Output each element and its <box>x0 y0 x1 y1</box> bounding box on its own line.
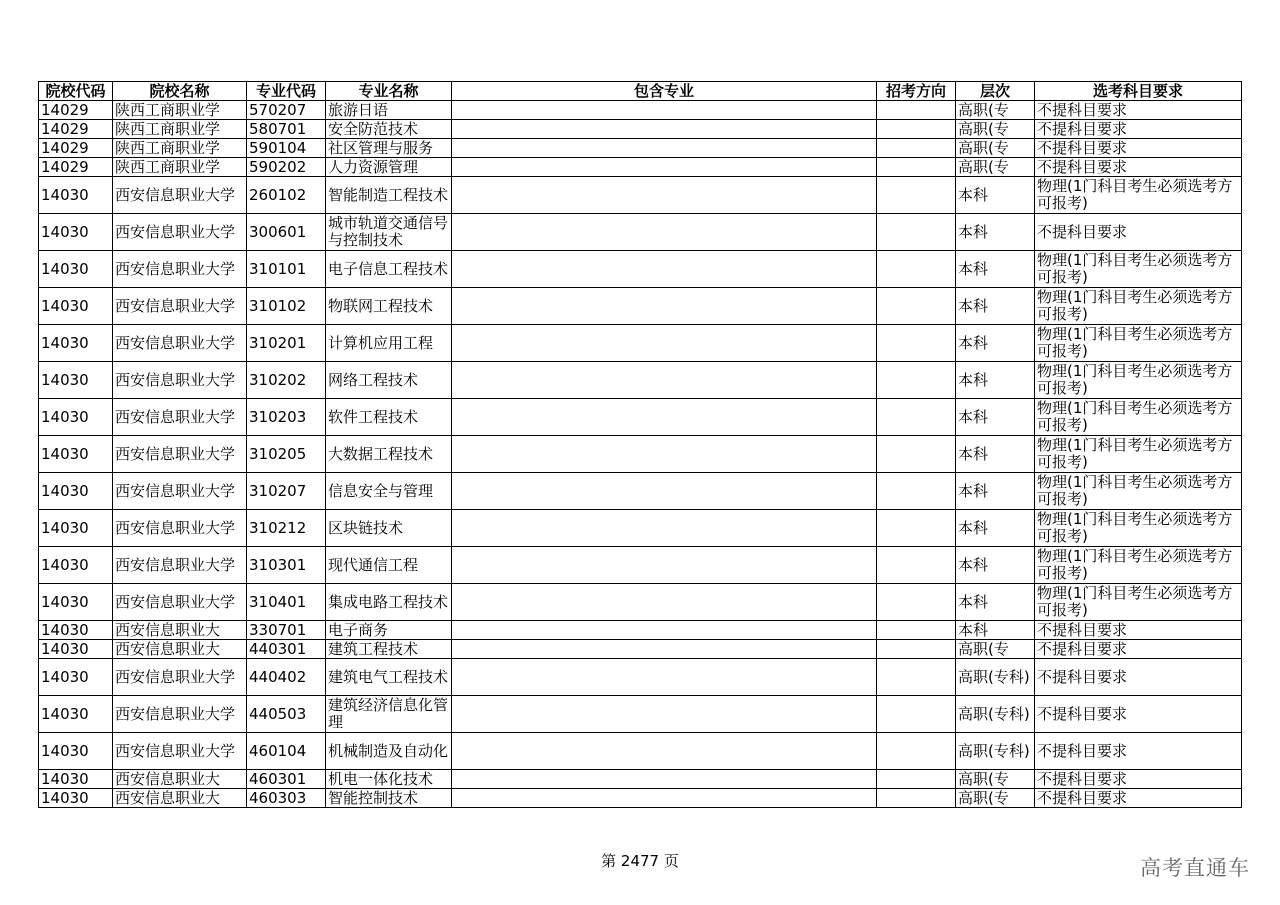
school-name-cell: 西安信息职业大学 <box>113 362 247 399</box>
level-cell: 本科 <box>956 251 1035 288</box>
table-body <box>39 101 1242 808</box>
col-header-major-name: 专业名称 <box>326 82 452 101</box>
included-majors-cell <box>452 659 877 696</box>
school-code-cell: 14030 <box>39 733 113 770</box>
school-name-cell: 西安信息职业大 <box>113 770 247 789</box>
col-header-level: 层次 <box>956 82 1035 101</box>
school-code-cell: 14030 <box>39 640 113 659</box>
school-name-cell: 西安信息职业大学 <box>113 399 247 436</box>
school-code-cell: 14030 <box>39 177 113 214</box>
major-name-cell: 建筑工程技术 <box>326 640 452 659</box>
major-name-cell: 社区管理与服务 <box>326 139 452 158</box>
included-majors-cell <box>452 120 877 139</box>
table-row <box>39 362 1242 399</box>
table-row <box>39 251 1242 288</box>
major-code-cell: 590104 <box>247 139 326 158</box>
major-code-cell: 440503 <box>247 696 326 733</box>
level-cell: 本科 <box>956 436 1035 473</box>
included-majors-cell <box>452 399 877 436</box>
table-row <box>39 770 1242 789</box>
subject-req-cell: 不提科目要求 <box>1035 789 1242 808</box>
direction-cell <box>877 770 956 789</box>
level-cell: 高职(专 <box>956 789 1035 808</box>
level-cell: 高职(专科) <box>956 733 1035 770</box>
school-name-cell: 西安信息职业大学 <box>113 288 247 325</box>
level-cell: 本科 <box>956 325 1035 362</box>
school-code-cell: 14030 <box>39 770 113 789</box>
major-code-cell: 310207 <box>247 473 326 510</box>
level-cell: 本科 <box>956 547 1035 584</box>
direction-cell <box>877 101 956 120</box>
major-name-cell: 旅游日语 <box>326 101 452 120</box>
col-header-school-code: 院校代码 <box>39 82 113 101</box>
col-header-direction: 招考方向 <box>877 82 956 101</box>
direction-cell <box>877 288 956 325</box>
level-cell: 本科 <box>956 288 1035 325</box>
level-cell: 本科 <box>956 621 1035 640</box>
table-row <box>39 696 1242 733</box>
major-name-cell: 电子信息工程技术 <box>326 251 452 288</box>
school-name-cell: 陕西工商职业学 <box>113 139 247 158</box>
subject-req-cell: 物理(1门科目考生必须选考方可报考) <box>1035 510 1242 547</box>
major-name-cell: 信息安全与管理 <box>326 473 452 510</box>
subject-req-cell: 物理(1门科目考生必须选考方可报考) <box>1035 436 1242 473</box>
major-code-cell: 310101 <box>247 251 326 288</box>
table-row <box>39 547 1242 584</box>
major-name-cell: 建筑电气工程技术 <box>326 659 452 696</box>
major-name-cell: 集成电路工程技术 <box>326 584 452 621</box>
subject-req-cell: 物理(1门科目考生必须选考方可报考) <box>1035 325 1242 362</box>
table-row <box>39 288 1242 325</box>
level-cell: 本科 <box>956 510 1035 547</box>
subject-req-cell: 不提科目要求 <box>1035 158 1242 177</box>
included-majors-cell <box>452 325 877 362</box>
school-code-cell: 14030 <box>39 399 113 436</box>
col-header-major-code: 专业代码 <box>247 82 326 101</box>
direction-cell <box>877 177 956 214</box>
subject-req-cell: 物理(1门科目考生必须选考方可报考) <box>1035 362 1242 399</box>
included-majors-cell <box>452 139 877 158</box>
school-name-cell: 西安信息职业大学 <box>113 436 247 473</box>
included-majors-cell <box>452 158 877 177</box>
col-header-school-name: 院校名称 <box>113 82 247 101</box>
major-name-cell: 物联网工程技术 <box>326 288 452 325</box>
major-code-cell: 310201 <box>247 325 326 362</box>
included-majors-cell <box>452 547 877 584</box>
school-name-cell: 西安信息职业大学 <box>113 214 247 251</box>
school-code-cell: 14030 <box>39 473 113 510</box>
direction-cell <box>877 139 956 158</box>
major-code-cell: 310401 <box>247 584 326 621</box>
direction-cell <box>877 214 956 251</box>
major-code-cell: 440301 <box>247 640 326 659</box>
included-majors-cell <box>452 621 877 640</box>
level-cell: 高职(专 <box>956 139 1035 158</box>
header-row <box>39 82 1242 101</box>
school-code-cell: 14030 <box>39 510 113 547</box>
school-code-cell: 14029 <box>39 101 113 120</box>
major-code-cell: 310202 <box>247 362 326 399</box>
school-name-cell: 陕西工商职业学 <box>113 101 247 120</box>
school-name-cell: 陕西工商职业学 <box>113 120 247 139</box>
school-code-cell: 14030 <box>39 325 113 362</box>
major-name-cell: 区块链技术 <box>326 510 452 547</box>
level-cell: 本科 <box>956 473 1035 510</box>
major-code-cell: 460301 <box>247 770 326 789</box>
subject-req-cell: 不提科目要求 <box>1035 101 1242 120</box>
table-row <box>39 473 1242 510</box>
major-name-cell: 网络工程技术 <box>326 362 452 399</box>
direction-cell <box>877 251 956 288</box>
included-majors-cell <box>452 214 877 251</box>
school-name-cell: 陕西工商职业学 <box>113 158 247 177</box>
included-majors-cell <box>452 362 877 399</box>
included-majors-cell <box>452 510 877 547</box>
major-code-cell: 590202 <box>247 158 326 177</box>
major-name-cell: 机械制造及自动化 <box>326 733 452 770</box>
major-code-cell: 300601 <box>247 214 326 251</box>
level-cell: 高职(专 <box>956 158 1035 177</box>
direction-cell <box>877 659 956 696</box>
table-row <box>39 158 1242 177</box>
direction-cell <box>877 325 956 362</box>
school-name-cell: 西安信息职业大学 <box>113 733 247 770</box>
direction-cell <box>877 733 956 770</box>
direction-cell <box>877 621 956 640</box>
table-row <box>39 399 1242 436</box>
watermark: 高考直通车 <box>1140 856 1250 880</box>
level-cell: 本科 <box>956 214 1035 251</box>
included-majors-cell <box>452 436 877 473</box>
table-row <box>39 789 1242 808</box>
school-name-cell: 西安信息职业大学 <box>113 325 247 362</box>
major-name-cell: 人力资源管理 <box>326 158 452 177</box>
major-name-cell: 现代通信工程 <box>326 547 452 584</box>
level-cell: 高职(专科) <box>956 659 1035 696</box>
major-code-cell: 580701 <box>247 120 326 139</box>
school-code-cell: 14030 <box>39 696 113 733</box>
direction-cell <box>877 789 956 808</box>
subject-req-cell: 不提科目要求 <box>1035 659 1242 696</box>
major-code-cell: 310212 <box>247 510 326 547</box>
subject-req-cell: 物理(1门科目考生必须选考方可报考) <box>1035 288 1242 325</box>
level-cell: 高职(专 <box>956 120 1035 139</box>
direction-cell <box>877 158 956 177</box>
major-name-cell: 大数据工程技术 <box>326 436 452 473</box>
major-name-cell: 城市轨道交通信号与控制技术 <box>326 214 452 251</box>
direction-cell <box>877 473 956 510</box>
level-cell: 高职(专科) <box>956 696 1035 733</box>
table-row <box>39 621 1242 640</box>
direction-cell <box>877 362 956 399</box>
subject-req-cell: 不提科目要求 <box>1035 139 1242 158</box>
level-cell: 本科 <box>956 584 1035 621</box>
included-majors-cell <box>452 473 877 510</box>
school-name-cell: 西安信息职业大学 <box>113 177 247 214</box>
included-majors-cell <box>452 288 877 325</box>
subject-req-cell: 物理(1门科目考生必须选考方可报考) <box>1035 547 1242 584</box>
included-majors-cell <box>452 733 877 770</box>
major-code-cell: 460303 <box>247 789 326 808</box>
subject-req-cell: 物理(1门科目考生必须选考方可报考) <box>1035 584 1242 621</box>
level-cell: 本科 <box>956 177 1035 214</box>
direction-cell <box>877 696 956 733</box>
direction-cell <box>877 584 956 621</box>
major-name-cell: 机电一体化技术 <box>326 770 452 789</box>
direction-cell <box>877 399 956 436</box>
school-code-cell: 14029 <box>39 120 113 139</box>
major-name-cell: 安全防范技术 <box>326 120 452 139</box>
included-majors-cell <box>452 640 877 659</box>
school-code-cell: 14030 <box>39 436 113 473</box>
level-cell: 高职(专 <box>956 770 1035 789</box>
col-header-included-majors: 包含专业 <box>452 82 877 101</box>
included-majors-cell <box>452 696 877 733</box>
school-name-cell: 西安信息职业大 <box>113 621 247 640</box>
subject-req-cell: 不提科目要求 <box>1035 770 1242 789</box>
table-row <box>39 139 1242 158</box>
table-row <box>39 120 1242 139</box>
major-code-cell: 310205 <box>247 436 326 473</box>
major-code-cell: 310102 <box>247 288 326 325</box>
subject-req-cell: 不提科目要求 <box>1035 640 1242 659</box>
major-name-cell: 智能控制技术 <box>326 789 452 808</box>
direction-cell <box>877 120 956 139</box>
school-code-cell: 14030 <box>39 362 113 399</box>
subject-req-cell: 不提科目要求 <box>1035 733 1242 770</box>
table-row <box>39 101 1242 120</box>
major-name-cell: 软件工程技术 <box>326 399 452 436</box>
admissions-table <box>38 81 1242 808</box>
school-name-cell: 西安信息职业大学 <box>113 473 247 510</box>
direction-cell <box>877 436 956 473</box>
school-name-cell: 西安信息职业大学 <box>113 251 247 288</box>
subject-req-cell: 物理(1门科目考生必须选考方可报考) <box>1035 251 1242 288</box>
subject-req-cell: 不提科目要求 <box>1035 696 1242 733</box>
page-number: 第 2477 页 <box>601 852 679 870</box>
subject-req-cell: 物理(1门科目考生必须选考方可报考) <box>1035 473 1242 510</box>
table-row <box>39 436 1242 473</box>
direction-cell <box>877 640 956 659</box>
level-cell: 高职(专 <box>956 101 1035 120</box>
included-majors-cell <box>452 177 877 214</box>
major-code-cell: 440402 <box>247 659 326 696</box>
table-row <box>39 214 1242 251</box>
major-code-cell: 310203 <box>247 399 326 436</box>
included-majors-cell <box>452 789 877 808</box>
level-cell: 本科 <box>956 362 1035 399</box>
level-cell: 高职(专 <box>956 640 1035 659</box>
school-name-cell: 西安信息职业大学 <box>113 547 247 584</box>
major-code-cell: 460104 <box>247 733 326 770</box>
school-code-cell: 14030 <box>39 251 113 288</box>
school-code-cell: 14030 <box>39 547 113 584</box>
included-majors-cell <box>452 251 877 288</box>
major-name-cell: 计算机应用工程 <box>326 325 452 362</box>
school-name-cell: 西安信息职业大 <box>113 640 247 659</box>
school-code-cell: 14029 <box>39 139 113 158</box>
table-row <box>39 325 1242 362</box>
school-code-cell: 14030 <box>39 288 113 325</box>
col-header-subject-req: 选考科目要求 <box>1035 82 1242 101</box>
major-name-cell: 智能制造工程技术 <box>326 177 452 214</box>
major-name-cell: 电子商务 <box>326 621 452 640</box>
school-code-cell: 14029 <box>39 158 113 177</box>
school-name-cell: 西安信息职业大学 <box>113 696 247 733</box>
table-row <box>39 733 1242 770</box>
school-name-cell: 西安信息职业大 <box>113 789 247 808</box>
major-name-cell: 建筑经济信息化管理 <box>326 696 452 733</box>
school-code-cell: 14030 <box>39 621 113 640</box>
school-name-cell: 西安信息职业大学 <box>113 584 247 621</box>
major-code-cell: 260102 <box>247 177 326 214</box>
subject-req-cell: 物理(1门科目考生必须选考方可报考) <box>1035 177 1242 214</box>
level-cell: 本科 <box>956 399 1035 436</box>
subject-req-cell: 物理(1门科目考生必须选考方可报考) <box>1035 399 1242 436</box>
subject-req-cell: 不提科目要求 <box>1035 214 1242 251</box>
table-row <box>39 640 1242 659</box>
major-code-cell: 330701 <box>247 621 326 640</box>
school-code-cell: 14030 <box>39 584 113 621</box>
school-code-cell: 14030 <box>39 659 113 696</box>
subject-req-cell: 不提科目要求 <box>1035 120 1242 139</box>
school-name-cell: 西安信息职业大学 <box>113 510 247 547</box>
table-row <box>39 510 1242 547</box>
school-name-cell: 西安信息职业大学 <box>113 659 247 696</box>
direction-cell <box>877 547 956 584</box>
table-row <box>39 584 1242 621</box>
included-majors-cell <box>452 101 877 120</box>
included-majors-cell <box>452 770 877 789</box>
school-code-cell: 14030 <box>39 214 113 251</box>
table-row <box>39 177 1242 214</box>
major-code-cell: 570207 <box>247 101 326 120</box>
direction-cell <box>877 510 956 547</box>
school-code-cell: 14030 <box>39 789 113 808</box>
table-row <box>39 659 1242 696</box>
included-majors-cell <box>452 584 877 621</box>
major-code-cell: 310301 <box>247 547 326 584</box>
subject-req-cell: 不提科目要求 <box>1035 621 1242 640</box>
